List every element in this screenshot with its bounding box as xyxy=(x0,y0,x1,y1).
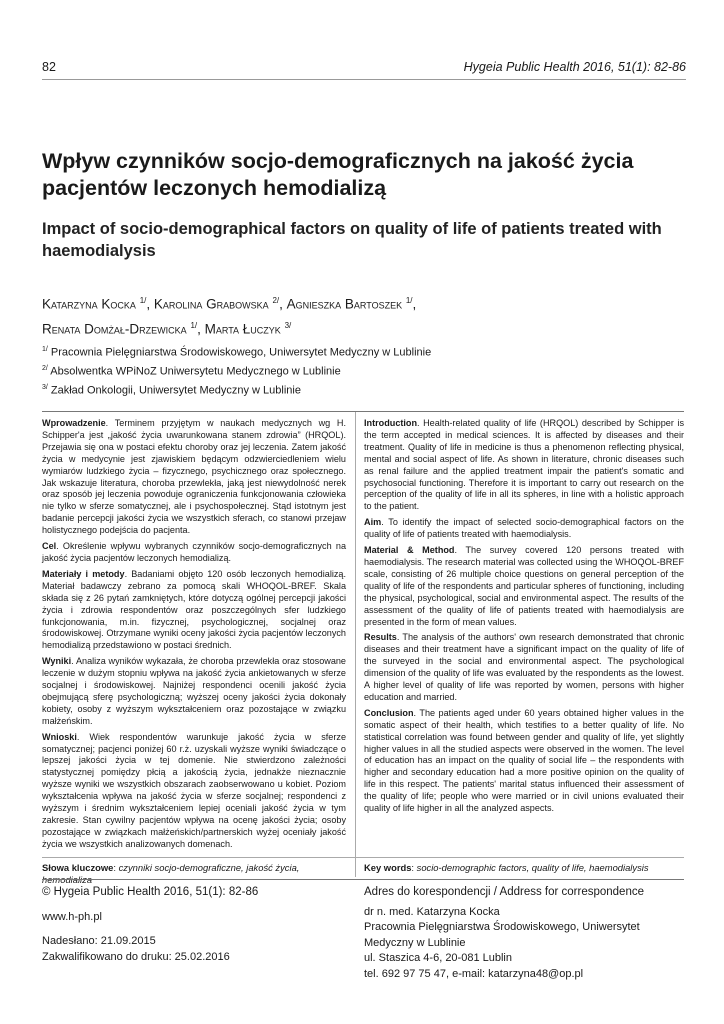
journal-website-link[interactable]: www.h-ph.pl xyxy=(42,910,102,923)
section-text: . The patients aged under 60 years obtained higher values in the somatic aspect of their health, which testifies to a better quality of life. No statistical correlation was found between gender and quality of life, yet slightly higher values in all the studied aspects were observed in the women. The level of education has an impact on the quality of social life – the respondents with higher and secondary education had a more positive opinion on the quality of life in this respect. The patients' marital status influenced their assessment of the quality of life; people who were married or in civil unions evaluated their quality of life higher in all the analyzed aspects. xyxy=(364,707,684,814)
affiliation-item xyxy=(42,342,692,361)
author-list: Katarzyna Kocka $^{1/}$, Karolina Grabowska $^{2/}$, Agnieszka Bartoszek $^{1/}$, Renata Domżał-Drzewicka $^{1/}$, Marta Łuczyk $^{3/}$ xyxy=(42,296,417,336)
section-label: Wyniki xyxy=(42,656,72,667)
author-affiliation-marker: 2/ xyxy=(272,296,280,305)
abstract-paragraph xyxy=(364,632,684,703)
affiliation-item xyxy=(42,361,692,380)
keywords-text: socio-demographic factors, quality of life, haemodialysis xyxy=(416,862,649,873)
author-name: Karolina Grabowska xyxy=(153,296,269,312)
author-affiliation-marker: 1/ xyxy=(405,296,413,305)
abstract-paragraph xyxy=(42,541,346,565)
author-affiliation-marker: 3/ xyxy=(284,320,292,330)
section-label: Cel xyxy=(42,541,57,552)
section-text: . To identify the impact of selected socio-demographical factors on the quality of life of patients treated with haemodialysis. xyxy=(364,517,684,540)
abstract-paragraph xyxy=(364,708,684,815)
section-label: Conclusion xyxy=(364,707,414,718)
affiliation-marker: 3/ xyxy=(42,384,48,392)
correspondence-address xyxy=(364,885,684,982)
section-label: Wnioski xyxy=(42,731,77,742)
author-name: Marta Łuczyk xyxy=(204,321,281,336)
section-text: . Wiek respondentów warunkuje jakość życia w sferze somatycznej; pacjenci poniżej 60 r.ż. uzyskali wyższe wyniki świadczące o lepszej jakości życia w tej domenie. Nie stwierdzono zależności statystycznej pomiędzy płcią a jakością życia, jednakże nieznacznie wyższe wyniki we wszystkich obszarach zaobserwowano u kobiet. Poziom wykształcenia wpływa na jakość życia w sferze socjalnej; respondenci z wyższym i średnim wykształceniem lepiej oceniali jakość życia w tym zakresie. Stan cywilny pacjentów wpływa na ocenę jakości życia; osoby pozostające w związkach małżeńskich/partnerskich wyżej oceniały jakość życia we wszystkich analizowanych domenach. xyxy=(42,731,346,849)
correspondence-line: ul. Staszica 4-6, 20-081 Lublin xyxy=(364,952,512,964)
author-name: Renata Domżał-Drzewicka xyxy=(42,321,187,336)
author-name: Katarzyna Kocka xyxy=(42,296,136,312)
keywords-label: Słowa kluczowe xyxy=(42,862,114,873)
column-divider xyxy=(355,412,356,877)
correspondence-heading: Adres do korespondencji / Address for correspondence xyxy=(364,886,644,898)
section-label: Materiały i metody xyxy=(42,568,125,579)
article-title-english: Impact of socio-demographical factors on quality of life of patients treated with haemodialysis xyxy=(42,220,662,260)
correspondence-line: Medyczny w Lublinie xyxy=(364,936,466,949)
section-label: Aim xyxy=(364,517,382,528)
section-text: . The survey covered 120 persons treated with haemodialysis. The research material was collected using the WHOQOL-BREF scale, consisting of 26 multiple choice questions on general perception of the quality of life of the respondents and particular spheres of functioning, including the physical, psychological, social and environmental aspect. The results of the assessment of the quality of life of patients treated with haemodialysis are presented in the form of mean values. xyxy=(364,545,684,627)
abstract-paragraph xyxy=(42,732,346,851)
affiliation-item xyxy=(42,380,692,399)
keywords-english: Key words: socio-demographic factors, quality of life, haemodialysis xyxy=(364,862,649,873)
journal-citation: Hygeia Public Health 2016, 51(1): 82-86 xyxy=(463,60,686,74)
correspondence-line: tel. 692 97 75 47, e-mail: katarzyna48@op.pl xyxy=(364,967,584,980)
footer-divider xyxy=(42,879,684,880)
section-label: Wprowadzenie xyxy=(42,418,106,428)
section-label: Introduction xyxy=(364,418,418,428)
affiliation-text: Pracownia Pielęgniarstwa Środowiskowego, Uniwersytet Medyczny w Lublinie xyxy=(50,346,432,359)
publication-info xyxy=(42,885,342,965)
affiliation-text: Zakład Onkologii, Uniwersytet Medyczny w Lublinie xyxy=(50,384,301,397)
affiliation-list xyxy=(42,342,692,399)
section-text: . Analiza wyników wykazała, że choroba przewlekła oraz stosowane leczenie w dużym stopniu wpływa na jakość życia ankietowanych w sferze socjalnej i środowiskowej. Najniżej respondenci ocenili jakość życia obejmującą sferę psychologiczną; wyższej oceny jakości życia dokonały kobiety, osoby z wyższym wykształceniem oraz pozostające w związku małżeńskim. xyxy=(42,656,346,726)
correspondence-line: dr n. med. Katarzyna Kocka xyxy=(364,905,500,918)
abstract-paragraph xyxy=(364,517,684,541)
keywords-label: Key words xyxy=(364,862,412,873)
abstract-paragraph xyxy=(42,656,346,727)
section-text: . Określenie wpływu wybranych czynników socjo-demograficznych na jakość życia pacjentów leczonych hemodializą. xyxy=(42,541,346,563)
section-text: . Terminem przyjętym w naukach medycznych wg H. Schipper'a jest „jakość życia uwarunkowana stanem zdrowia” (HRQOL). Przejawia się ona w postaci efektu choroby oraz jej leczenia. Zatem jakość życia w medycynie jest zjawiskiem będącym odzwierciedleniem wielu wymiarów ludzkiego życia – fizycznego, psychicznego oraz społecznego. Jak wskazuje literatura, choroba przewlekła, jaką jest niewydolność nerek oraz sposób jej leczenia powoduje ograniczenia funkcjonowania człowieka nie tylko w sferze somatycznej, ale i psychospołecznej. Stąd istotnym jest badanie percepcji jakości życia we wszystkich sferach, co stanowi przejaw holistycznego podejścia do pacjenta. xyxy=(42,418,346,536)
abstract-english xyxy=(364,418,684,819)
affiliation-text: Absolwentka WPiNoZ Uniwersytetu Medycznego w Lublinie xyxy=(50,365,341,378)
affiliation-marker: 1/ xyxy=(42,346,48,353)
abstract-paragraph xyxy=(42,418,346,537)
author-affiliation-marker: 1/ xyxy=(139,296,147,305)
author-affiliation-marker: 1/ xyxy=(190,320,198,330)
accepted-date: Zakwalifikowano do druku: 25.02.2016 xyxy=(42,950,230,963)
section-text: . Badaniami objęto 120 osób leczonych hemodializą. Materiał badawczy zebrano za pomocą skali WHOQOL-BREF. Skala składa się z 26 pytań zamkniętych, które dotyczą ogólnej percepcji jakości życia i zdrowia respondentów oraz poszczególnych sfer ludzkiego funkcjonowania, m.in. fizycznej, psychologicznej, socjalnej oraz środowiskowej. Otrzymane wyniki oceny jakości życia pacjentów leczonych hemodializą przedstawiono w postaci średnich. xyxy=(42,568,346,651)
author-name: Agnieszka Bartoszek xyxy=(286,296,403,312)
keywords-polish: Słowa kluczowe: czynniki socjo-demograficzne, jakość życia, hemodializa xyxy=(42,862,300,885)
abstract-top-divider xyxy=(42,411,684,412)
section-text: . Health-related quality of life (HRQOL) described by Schipper is the term accepted in medical sciences. It is affected by diseases and their treatment. Quality of life in medicine is thus a phenomenon reflecting physical, mental and social aspect of life. As shown in literature, chronic diseases such as renal failure and the applied treatment impair the patient's somatic and psychosocial functioning. Therefore it is important to carry out research on the perception of the quality of life in all its spheres, in line with a holistic approach to the patient. xyxy=(364,418,684,512)
keywords-text: czynniki socjo-demograficzne, jakość życia, hemodializa xyxy=(42,862,300,885)
keywords-divider xyxy=(42,857,684,858)
section-text: . The analysis of the authors' own research demonstrated that chronic diseases and their treatment have a significant impact on the quality of life of the surveyed in the social and environmental aspect. The psychological dimension of the quality of life was evaluated by the respondents as the lowest. A higher level of quality of life was reported by women, persons with higher education and married. xyxy=(364,632,684,702)
abstract-paragraph xyxy=(42,569,346,652)
correspondence-line: Pracownia Pielęgniarstwa Środowiskowego, Uniwersytet xyxy=(364,921,640,933)
received-date: Nadesłano: 21.09.2015 xyxy=(42,935,156,947)
abstract-paragraph xyxy=(364,418,684,513)
page-number: 82 xyxy=(42,60,56,74)
header-divider xyxy=(42,79,686,80)
section-label: Results xyxy=(364,632,397,643)
affiliation-marker: 2/ xyxy=(42,365,48,373)
abstract-paragraph xyxy=(364,545,684,628)
abstract-polish xyxy=(42,418,346,855)
section-label: Material & Method xyxy=(364,545,455,556)
copyright-line: © Hygeia Public Health 2016, 51(1): 82-86 xyxy=(42,886,259,898)
article-title-polish: Wpływ czynników socjo-demograficznych na jakość życia pacjentów leczonych hemodializą xyxy=(42,149,634,200)
